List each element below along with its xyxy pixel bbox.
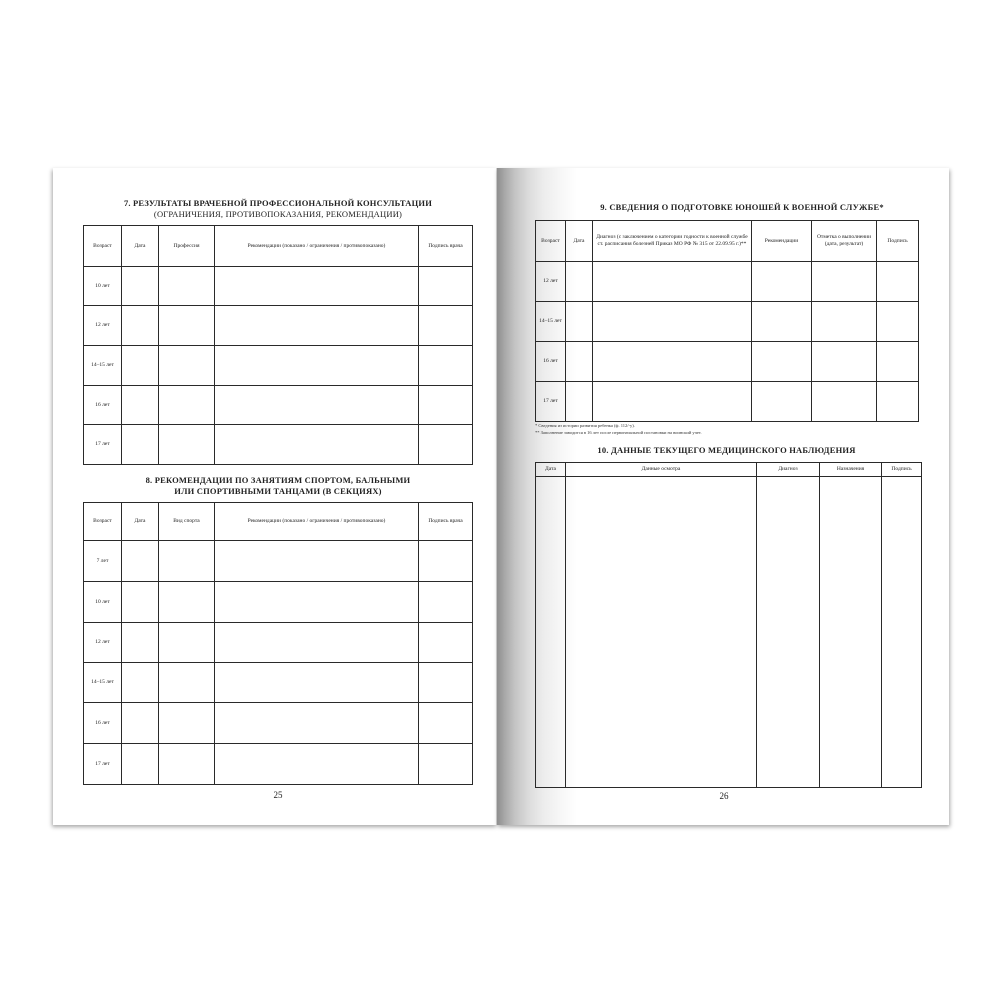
empty-cell[interactable] [757, 477, 820, 788]
header-cell: Дата [122, 503, 159, 541]
empty-cell[interactable] [159, 386, 215, 425]
empty-cell[interactable] [122, 541, 159, 582]
table-row [84, 267, 473, 306]
age-cell: 16 лет [84, 386, 122, 425]
header-cell: Рекомендации [752, 221, 812, 262]
empty-cell[interactable] [419, 663, 473, 703]
empty-cell[interactable] [877, 382, 919, 422]
empty-cell[interactable] [419, 623, 473, 663]
table-row [84, 703, 473, 744]
empty-cell[interactable] [215, 582, 419, 623]
empty-cell[interactable] [593, 342, 752, 382]
age-cell: 10 лет [84, 267, 122, 306]
table-row [84, 425, 473, 465]
header-cell: Вид спорта [159, 503, 215, 541]
section10-title: 10. ДАННЫЕ ТЕКУЩЕГО МЕДИЦИНСКОГО НАБЛЮДЕНИЯ [597, 445, 856, 455]
age-cell: 16 лет [84, 703, 122, 744]
empty-cell[interactable] [159, 267, 215, 306]
empty-cell[interactable] [566, 262, 593, 302]
open-booklet [53, 168, 949, 825]
empty-cell[interactable] [882, 477, 922, 788]
empty-cell[interactable] [536, 477, 566, 788]
section9-title: 9. СВЕДЕНИЯ О ПОДГОТОВКЕ ЮНОШЕЙ К ВОЕННОЙ СЛУЖБЕ* [600, 202, 884, 212]
empty-cell[interactable] [159, 663, 215, 703]
header-cell: Возраст [84, 503, 122, 541]
header-cell: Рекомендации (показано / ограничения / противопоказано) [215, 226, 419, 267]
empty-cell[interactable] [419, 306, 473, 346]
table-row [84, 386, 473, 425]
table-row [84, 582, 473, 623]
header-cell: Отметка о выполнении (дата, результат) [812, 221, 877, 262]
table-header-row [84, 503, 473, 541]
empty-cell[interactable] [419, 744, 473, 785]
empty-cell[interactable] [159, 346, 215, 386]
header-cell: Дата [122, 226, 159, 267]
header-cell: Подпись [877, 221, 919, 262]
section8-title-line2: ИЛИ СПОРТИВНЫМИ ТАНЦАМИ (В СЕКЦИЯХ) [174, 486, 382, 496]
table-row [84, 346, 473, 386]
empty-cell[interactable] [215, 663, 419, 703]
age-cell: 12 лет [84, 306, 122, 346]
page-number: 25 [273, 790, 283, 800]
header-cell: Диагноз [757, 463, 820, 477]
empty-cell[interactable] [419, 346, 473, 386]
left-page [53, 168, 497, 825]
empty-cell[interactable] [122, 744, 159, 785]
section7-table [83, 225, 473, 465]
empty-cell[interactable] [566, 477, 757, 788]
section8-title-line1: 8. РЕКОМЕНДАЦИИ ПО ЗАНЯТИЯМ СПОРТОМ, БАЛЬНЫМИ [145, 475, 411, 485]
empty-cell[interactable] [159, 623, 215, 663]
empty-cell[interactable] [215, 541, 419, 582]
header-cell: Дата [566, 221, 593, 262]
table-header-row [84, 226, 473, 267]
table-header-row [536, 221, 919, 262]
empty-cell[interactable] [566, 302, 593, 342]
section8-table [83, 502, 473, 785]
empty-cell[interactable] [419, 267, 473, 306]
empty-cell[interactable] [877, 342, 919, 382]
section7-heading [73, 198, 483, 220]
empty-cell[interactable] [215, 744, 419, 785]
empty-cell[interactable] [419, 703, 473, 744]
footnote-1: * Сведения из истории развития ребенка (ф. 112/-у). [535, 423, 635, 428]
table-row [536, 477, 922, 788]
section10-table [535, 462, 922, 788]
empty-cell[interactable] [122, 582, 159, 623]
empty-cell[interactable] [812, 382, 877, 422]
section7-title: 7. РЕЗУЛЬТАТЫ ВРАЧЕБНОЙ ПРОФЕССИОНАЛЬНОЙ КОНСУЛЬТАЦИИ [123, 198, 433, 208]
header-cell: Диагноз (с заключением о категории годности к военной службе ст. расписания болезней Приказ МО РФ № 315 от 22.09.95 г.)** [593, 221, 752, 262]
header-cell: Возраст [536, 221, 566, 262]
empty-cell[interactable] [159, 703, 215, 744]
empty-cell[interactable] [159, 306, 215, 346]
header-cell: Возраст [84, 226, 122, 267]
table-row [84, 541, 473, 582]
empty-cell[interactable] [215, 306, 419, 346]
empty-cell[interactable] [159, 744, 215, 785]
age-cell: 17 лет [536, 382, 566, 422]
empty-cell[interactable] [159, 582, 215, 623]
section8-heading [73, 475, 483, 497]
table-row [84, 623, 473, 663]
empty-cell[interactable] [812, 342, 877, 382]
empty-cell[interactable] [566, 342, 593, 382]
age-cell: 17 лет [84, 425, 122, 465]
empty-cell[interactable] [122, 703, 159, 744]
header-cell: Дата [536, 463, 566, 477]
empty-cell[interactable] [593, 302, 752, 342]
empty-cell[interactable] [122, 663, 159, 703]
empty-cell[interactable] [159, 541, 215, 582]
empty-cell[interactable] [419, 582, 473, 623]
empty-cell[interactable] [122, 346, 159, 386]
empty-cell[interactable] [820, 477, 882, 788]
table-row [536, 302, 919, 342]
table-row [84, 744, 473, 785]
age-cell: 12 лет [536, 262, 566, 302]
table-row [84, 663, 473, 703]
empty-cell[interactable] [159, 425, 215, 465]
empty-cell[interactable] [215, 267, 419, 306]
empty-cell[interactable] [419, 425, 473, 465]
age-cell: 7 лет [84, 541, 122, 582]
empty-cell[interactable] [752, 342, 812, 382]
empty-cell[interactable] [122, 425, 159, 465]
empty-cell[interactable] [215, 386, 419, 425]
empty-cell[interactable] [593, 262, 752, 302]
header-cell: Рекомендации (показано / ограничения / противопоказано) [215, 503, 419, 541]
empty-cell[interactable] [877, 262, 919, 302]
empty-cell[interactable] [752, 382, 812, 422]
empty-cell[interactable] [122, 386, 159, 425]
empty-cell[interactable] [566, 382, 593, 422]
empty-cell[interactable] [752, 262, 812, 302]
table-header-row [536, 463, 922, 477]
age-cell: 14–15 лет [84, 346, 122, 386]
empty-cell[interactable] [215, 425, 419, 465]
header-cell: Подпись врача [419, 226, 473, 267]
section7-subtitle: (ОГРАНИЧЕНИЯ, ПРОТИВОПОКАЗАНИЯ, РЕКОМЕНДАЦИИ) [153, 209, 403, 219]
empty-cell[interactable] [122, 306, 159, 346]
empty-cell[interactable] [593, 382, 752, 422]
age-cell: 16 лет [536, 342, 566, 382]
header-cell: Подпись [882, 463, 922, 477]
age-cell: 12 лет [84, 623, 122, 663]
empty-cell[interactable] [215, 703, 419, 744]
empty-cell[interactable] [752, 302, 812, 342]
age-cell: 10 лет [84, 582, 122, 623]
header-cell: Профессия [159, 226, 215, 267]
empty-cell[interactable] [122, 623, 159, 663]
empty-cell[interactable] [419, 386, 473, 425]
table-row [536, 382, 919, 422]
empty-cell[interactable] [877, 302, 919, 342]
page-number: 26 [719, 791, 729, 801]
age-cell: 14–15 лет [536, 302, 566, 342]
empty-cell[interactable] [122, 267, 159, 306]
section9-table [535, 220, 919, 422]
empty-cell[interactable] [215, 623, 419, 663]
table-row [536, 342, 919, 382]
empty-cell[interactable] [812, 302, 877, 342]
empty-cell[interactable] [215, 346, 419, 386]
empty-cell[interactable] [419, 541, 473, 582]
right-page [497, 168, 949, 825]
age-cell: 14–15 лет [84, 663, 122, 703]
header-cell: Данные осмотра [566, 463, 757, 477]
footnote-2: ** Заполнение заводится в 16 лет после первоначальной постановки на воинский учет. [535, 430, 702, 435]
table-row [84, 306, 473, 346]
empty-cell[interactable] [812, 262, 877, 302]
header-cell: Назначения [820, 463, 882, 477]
age-cell: 17 лет [84, 744, 122, 785]
header-cell: Подпись врача [419, 503, 473, 541]
table-row [536, 262, 919, 302]
